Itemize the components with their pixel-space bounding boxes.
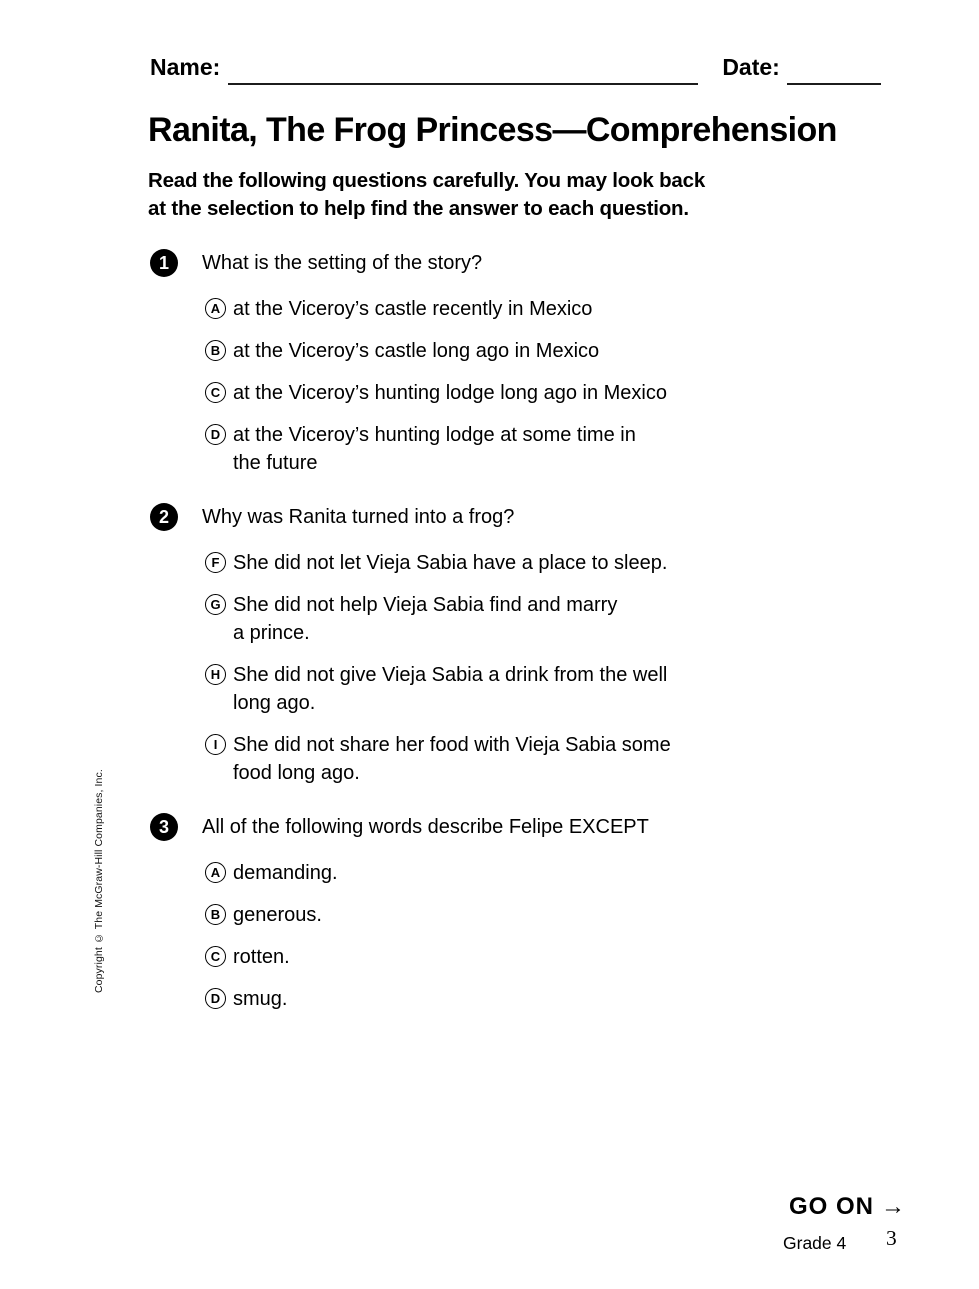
go-on-label (789, 1193, 905, 1221)
name-blank-line (228, 57, 698, 85)
question-2-text: Why was Ranita turned into a frog? (202, 506, 515, 528)
option-text (233, 985, 287, 1013)
option-letter-bubble: D (205, 424, 226, 445)
option-text-line: She did not give Vieja Sabia a drink from the well (233, 664, 668, 686)
right-arrow-icon: → (881, 1193, 906, 1220)
option-text (233, 731, 671, 787)
question-3-option-a (205, 859, 800, 887)
question-3-number-badge: 3 (150, 813, 178, 841)
instructions (148, 167, 705, 222)
question-2-number-badge: 2 (150, 503, 178, 531)
option-letter-bubble: A (205, 862, 226, 883)
copyright-notice: Copyright © The McGraw-Hill Companies, Inc. (93, 769, 105, 993)
option-text-line: at the Viceroy’s hunting lodge long ago in Mexico (233, 382, 667, 404)
option-letter-bubble: B (205, 340, 226, 361)
option-text (233, 421, 636, 477)
option-text-line: the future (233, 452, 318, 474)
option-text-line: generous. (233, 904, 322, 926)
option-text-line: demanding. (233, 862, 338, 884)
option-letter-bubble: B (205, 904, 226, 925)
option-text (233, 379, 667, 407)
option-text (233, 661, 667, 717)
question-3 (150, 813, 800, 1013)
option-letter-bubble: G (205, 594, 226, 615)
option-text-line: at the Viceroy’s castle long ago in Mexico (233, 340, 600, 362)
option-text-line: She did not let Vieja Sabia have a place to sleep. (233, 552, 668, 574)
question-2-header (150, 503, 800, 531)
question-1-option-d (205, 421, 800, 477)
instructions-line-1: Read the following questions carefully. You may look back (148, 169, 706, 192)
question-2 (150, 503, 800, 787)
option-text-line: food long ago. (233, 762, 360, 784)
question-1-option-a (205, 295, 800, 323)
question-1-option-c (205, 379, 800, 407)
option-text-line: at the Viceroy’s castle recently in Mexico (233, 298, 593, 320)
date-blank-line (787, 57, 881, 85)
option-letter-bubble: D (205, 988, 226, 1009)
name-label: Name: (150, 54, 221, 80)
option-text (233, 859, 338, 887)
question-1-text: What is the setting of the story? (202, 252, 483, 274)
question-1-option-b (205, 337, 800, 365)
option-letter-bubble: H (205, 664, 226, 685)
option-text (233, 549, 667, 577)
question-list (150, 249, 800, 1039)
question-2-options (205, 549, 800, 787)
option-text (233, 901, 322, 929)
question-2-option-g (205, 591, 800, 647)
grade-label: Grade 4 (783, 1233, 847, 1253)
option-text (233, 337, 599, 365)
instructions-line-2: at the selection to help find the answer to each question. (148, 196, 689, 220)
question-2-option-f (205, 549, 800, 577)
question-3-options (205, 859, 800, 1013)
option-text-line: a prince. (233, 622, 310, 644)
page-number: 3 (886, 1226, 897, 1250)
option-letter-bubble: F (205, 552, 226, 573)
option-text-line: She did not share her food with Vieja Sabia some (233, 734, 671, 756)
option-text-line: smug. (233, 988, 288, 1010)
question-3-option-b (205, 901, 800, 929)
question-3-option-c (205, 943, 800, 971)
option-text-line: at the Viceroy’s hunting lodge at some time in (233, 424, 636, 446)
option-letter-bubble: C (205, 382, 226, 403)
option-letter-bubble: I (205, 734, 226, 755)
option-letter-bubble: A (205, 298, 226, 319)
option-letter-bubble: C (205, 946, 226, 967)
question-1-options (205, 295, 800, 477)
page-title: Ranita, The Frog Princess—Comprehension (148, 111, 837, 149)
option-text-line: long ago. (233, 692, 316, 714)
option-text (233, 295, 592, 323)
date-label: Date: (722, 54, 780, 80)
option-text (233, 943, 290, 971)
question-2-option-i (205, 731, 800, 787)
question-3-header (150, 813, 800, 841)
question-1 (150, 249, 800, 477)
question-3-option-d (205, 985, 800, 1013)
option-text-line: rotten. (233, 946, 290, 968)
question-1-number-badge: 1 (150, 249, 178, 277)
option-text (233, 591, 617, 647)
question-1-header (150, 249, 800, 277)
name-date-row (150, 52, 895, 80)
question-2-option-h (205, 661, 800, 717)
option-text-line: She did not help Vieja Sabia find and marry (233, 594, 618, 616)
question-3-text: All of the following words describe Felipe EXCEPT (202, 816, 649, 838)
go-on-text: GO ON (789, 1193, 875, 1220)
